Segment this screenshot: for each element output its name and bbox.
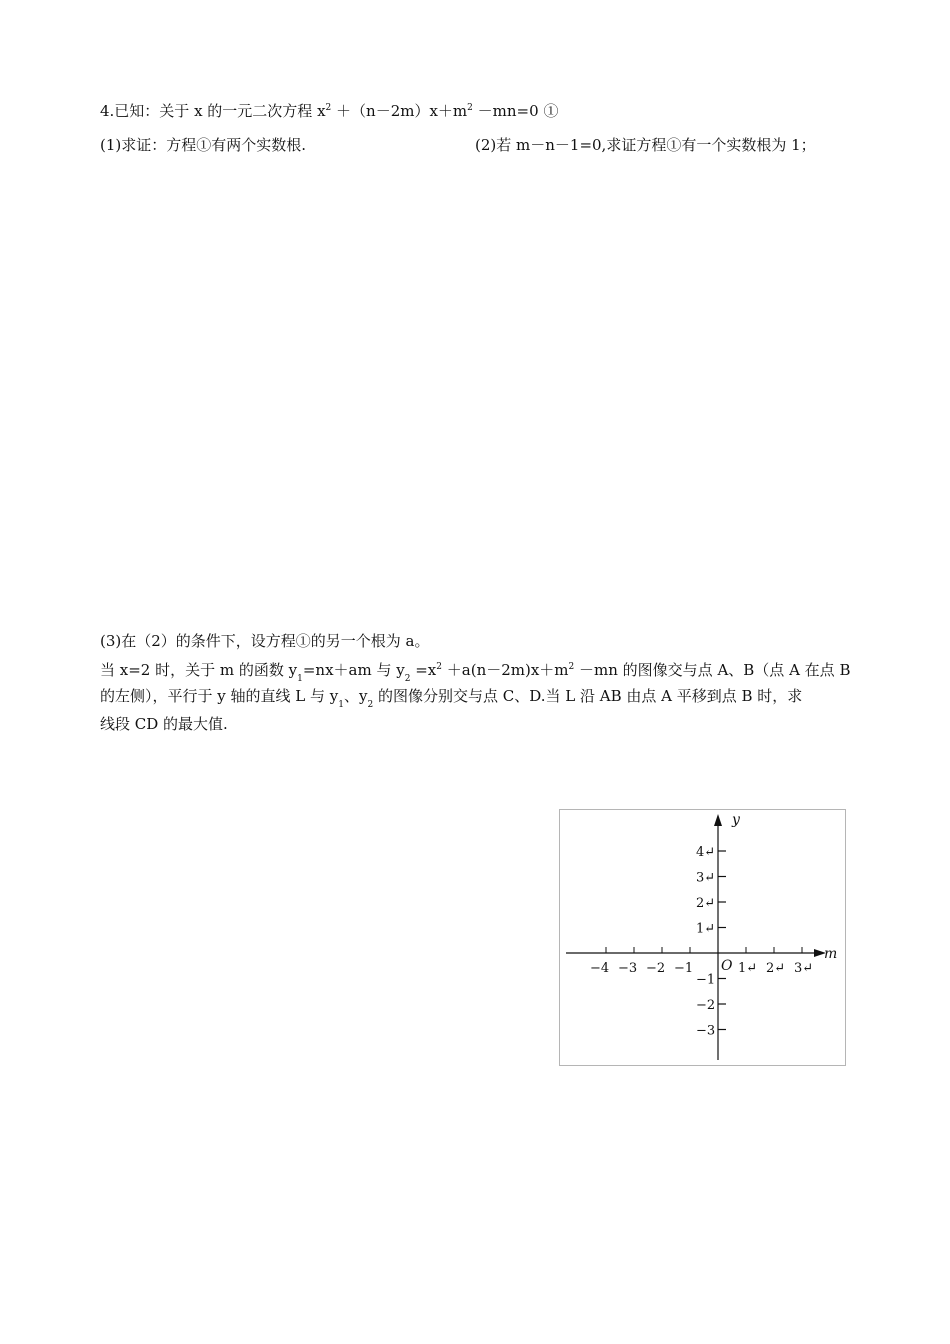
x-tick-label: 3↵: [794, 961, 814, 976]
part-2: (2)若 m－n－1=0,求证方程①有一个实数根为 1；: [475, 136, 816, 154]
part-3-title: (3)在（2）的条件下，设方程①的另一个根为 a。: [100, 632, 430, 650]
subscript: 1: [297, 674, 303, 684]
x-tick-label: 1↵: [738, 961, 758, 976]
y-tick-label: −1: [696, 972, 716, 988]
y-axis-label: y: [732, 812, 740, 828]
y-tick-label: 3↵: [696, 870, 716, 886]
coordinate-plane: [560, 810, 845, 1065]
stem-text: 4.已知：关于 x 的一元二次方程 x: [100, 102, 326, 120]
subscript: 1: [338, 700, 344, 710]
x-tick-label: −3: [618, 961, 638, 976]
stem-text: －mn=0 ①: [472, 102, 559, 120]
x-axis-label: m: [824, 946, 838, 962]
part-3-line-1: [100, 657, 850, 689]
text-segment: 、y: [344, 687, 368, 705]
text-segment: =nx＋am 与 y: [302, 661, 405, 679]
part-1: (1)求证：方程①有两个实数根.: [100, 136, 307, 154]
part-3-line-2: [100, 686, 802, 715]
y-tick-label: 1↵: [696, 921, 716, 937]
x-tick-label: −1: [674, 961, 694, 976]
exponent: 2: [467, 103, 473, 113]
y-tick-label: −3: [696, 1023, 716, 1039]
subscript: 2: [404, 674, 411, 684]
text-segment: －mn 的图像交与点 A、B（点 A 在点 B: [574, 661, 851, 679]
text-segment: ＋a(n－2m)x＋m: [442, 661, 569, 679]
text-segment: 当 x=2 时，关于 m 的函数 y: [100, 661, 298, 679]
exponent: 2: [436, 662, 442, 672]
y-tick-label: 4↵: [696, 845, 716, 860]
part-3-line-3: 线段 CD 的最大值.: [100, 715, 228, 733]
exponent: 2: [325, 103, 332, 113]
y-tick-label: −2: [696, 998, 716, 1013]
x-tick-label: 2↵: [766, 961, 786, 976]
text-segment: =x: [410, 661, 437, 679]
text-segment: 的左侧），平行于 y 轴的直线 L 与 y: [100, 687, 339, 705]
subscript: 2: [367, 700, 374, 710]
y-axis-arrow: [714, 814, 722, 826]
origin-label: O: [721, 958, 733, 974]
exponent: 2: [568, 662, 575, 672]
stem-text: ＋（n－2m）x＋m: [331, 102, 468, 120]
text-segment: 的图像分别交与点 C、D.当 L 沿 AB 由点 A 平移到点 B 时，求: [373, 687, 803, 705]
y-tick-label: 2↵: [696, 896, 716, 911]
problem-stem: [100, 98, 558, 121]
x-tick-label: −2: [646, 961, 666, 976]
coordinate-graph: [559, 809, 846, 1066]
x-tick-label: −4: [590, 961, 610, 976]
